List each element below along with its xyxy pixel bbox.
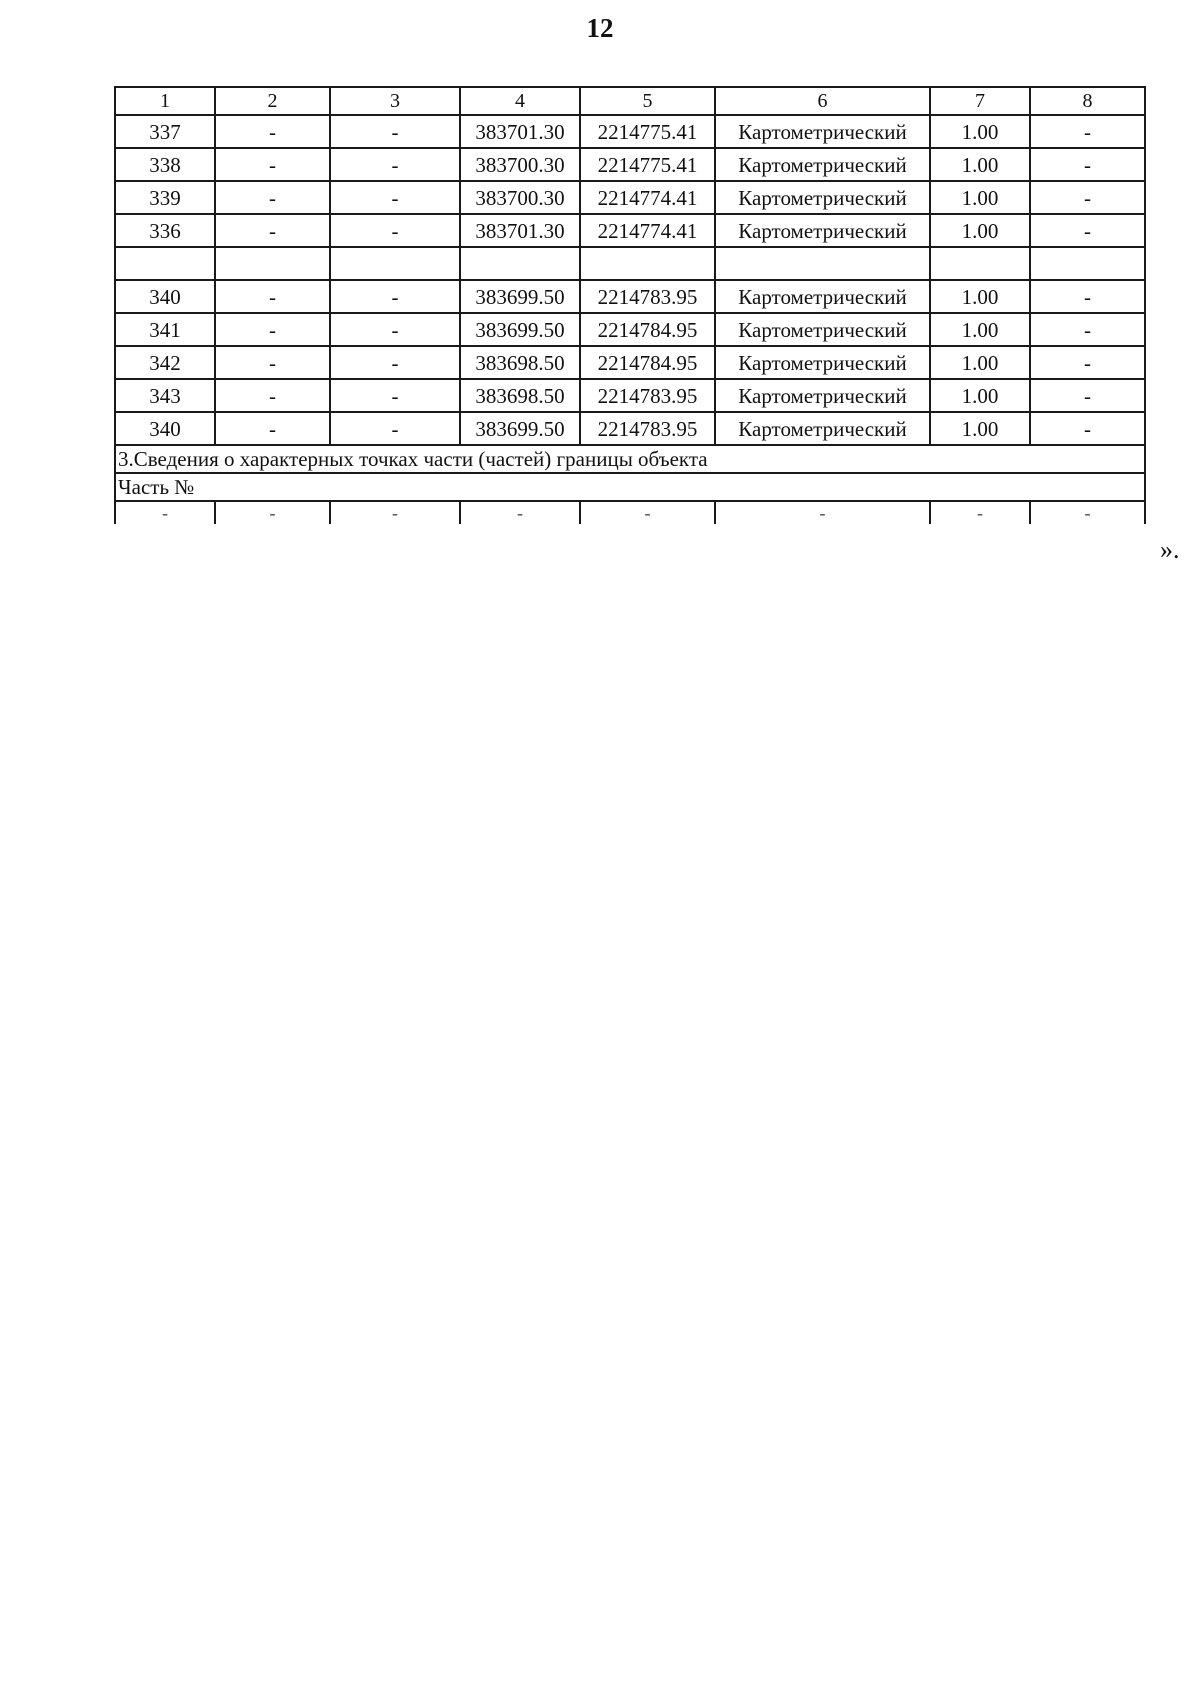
table-cell: - xyxy=(215,501,330,524)
table-cell: 383699.50 xyxy=(460,280,580,313)
table-row xyxy=(115,181,1145,214)
table-cell: - xyxy=(460,501,580,524)
table-cell: - xyxy=(215,313,330,346)
table-row xyxy=(115,313,1145,346)
table-cell: - xyxy=(215,115,330,148)
section-title: 3.Сведения о характерных точках части (частей) границы объекта xyxy=(115,445,1145,473)
table-cell: 1.00 xyxy=(930,346,1030,379)
table-cell: 383699.50 xyxy=(460,313,580,346)
table-separator-row xyxy=(115,247,1145,280)
table-cell: 1 xyxy=(115,87,215,115)
table-cell: - xyxy=(215,412,330,445)
table-cell: - xyxy=(1030,280,1145,313)
table-cell: - xyxy=(215,181,330,214)
table-cell: 6 xyxy=(715,87,930,115)
table-cell: 338 xyxy=(115,148,215,181)
table-cell: - xyxy=(215,280,330,313)
table-cell: 383700.30 xyxy=(460,181,580,214)
table-cell: 1.00 xyxy=(930,379,1030,412)
table-cell: Картометрический xyxy=(715,148,930,181)
table-cell: 4 xyxy=(460,87,580,115)
section-title-row xyxy=(115,445,1145,473)
table-cell-empty xyxy=(330,247,460,280)
table-cell: 2214784.95 xyxy=(580,313,715,346)
table-cell: - xyxy=(1030,412,1145,445)
table-cell-empty xyxy=(115,247,215,280)
table-cell-empty xyxy=(930,247,1030,280)
table-cell: - xyxy=(715,501,930,524)
table-cell: 3 xyxy=(330,87,460,115)
table-cell: - xyxy=(215,379,330,412)
table-cell: Картометрический xyxy=(715,379,930,412)
table-cell: - xyxy=(330,280,460,313)
table-cell: 383698.50 xyxy=(460,379,580,412)
table-cell: - xyxy=(215,346,330,379)
table-cell-empty xyxy=(715,247,930,280)
table-cell: 1.00 xyxy=(930,115,1030,148)
coordinates-table xyxy=(114,86,1146,524)
part-label: Часть № xyxy=(115,473,1145,501)
table-cell: 383701.30 xyxy=(460,214,580,247)
table-cell: 340 xyxy=(115,412,215,445)
table-cell: - xyxy=(1030,181,1145,214)
table-cell: 2214783.95 xyxy=(580,379,715,412)
table-cell: - xyxy=(330,148,460,181)
table-cell: 2214774.41 xyxy=(580,214,715,247)
table-cell: Картометрический xyxy=(715,313,930,346)
table-cell: - xyxy=(330,214,460,247)
table-cell: 2214774.41 xyxy=(580,181,715,214)
table-cell-empty xyxy=(460,247,580,280)
table-cell: - xyxy=(330,115,460,148)
table-cell: - xyxy=(1030,313,1145,346)
table-row xyxy=(115,115,1145,148)
table-cell: 2 xyxy=(215,87,330,115)
table-cell: - xyxy=(330,501,460,524)
page-number: 12 xyxy=(586,13,614,43)
table-cell: - xyxy=(1030,115,1145,148)
table-cell: - xyxy=(115,501,215,524)
table-row xyxy=(115,379,1145,412)
table-row xyxy=(115,346,1145,379)
table-cell: - xyxy=(330,313,460,346)
table-row xyxy=(115,214,1145,247)
table-cell-empty xyxy=(1030,247,1145,280)
table-cell: 1.00 xyxy=(930,148,1030,181)
table-cell: 2214775.41 xyxy=(580,148,715,181)
table-cell: - xyxy=(330,412,460,445)
table-cell: 2214783.95 xyxy=(580,412,715,445)
table-cell: Картометрический xyxy=(715,181,930,214)
table-cell-empty xyxy=(580,247,715,280)
table-cell-empty xyxy=(215,247,330,280)
table-cell: - xyxy=(215,148,330,181)
table-cell: 1.00 xyxy=(930,181,1030,214)
table-cell: 342 xyxy=(115,346,215,379)
table-cell: 2214775.41 xyxy=(580,115,715,148)
table-cell: - xyxy=(330,346,460,379)
table-row-partial xyxy=(115,501,1145,524)
table-cell: Картометрический xyxy=(715,115,930,148)
table-cell: Картометрический xyxy=(715,214,930,247)
coordinates-table-container xyxy=(114,86,1146,524)
table-cell: 2214783.95 xyxy=(580,280,715,313)
table-row xyxy=(115,280,1145,313)
table-cell: 383698.50 xyxy=(460,346,580,379)
table-cell: 1.00 xyxy=(930,412,1030,445)
table-cell: 1.00 xyxy=(930,214,1030,247)
table-cell: - xyxy=(330,181,460,214)
table-cell: 5 xyxy=(580,87,715,115)
table-cell: 383699.50 xyxy=(460,412,580,445)
table-cell: 339 xyxy=(115,181,215,214)
table-cell: Картометрический xyxy=(715,346,930,379)
table-cell: Картометрический xyxy=(715,412,930,445)
table-cell: 343 xyxy=(115,379,215,412)
part-label-row xyxy=(115,473,1145,501)
table-cell: 383700.30 xyxy=(460,148,580,181)
table-cell: 340 xyxy=(115,280,215,313)
table-cell: 341 xyxy=(115,313,215,346)
table-header-row xyxy=(115,87,1145,115)
table-cell: - xyxy=(1030,148,1145,181)
closing-quote: ». xyxy=(1160,535,1180,564)
table-cell: 8 xyxy=(1030,87,1145,115)
table-cell: 1.00 xyxy=(930,313,1030,346)
table-cell: Картометрический xyxy=(715,280,930,313)
table-cell: 1.00 xyxy=(930,280,1030,313)
table-cell: 336 xyxy=(115,214,215,247)
table-cell: - xyxy=(330,379,460,412)
table-cell: - xyxy=(215,214,330,247)
table-cell: 383701.30 xyxy=(460,115,580,148)
table-cell: 337 xyxy=(115,115,215,148)
table-cell: - xyxy=(1030,214,1145,247)
table-row xyxy=(115,148,1145,181)
table-cell: - xyxy=(1030,346,1145,379)
table-cell: - xyxy=(930,501,1030,524)
table-row xyxy=(115,412,1145,445)
table-cell: - xyxy=(580,501,715,524)
table-cell: 7 xyxy=(930,87,1030,115)
table-cell: - xyxy=(1030,379,1145,412)
table-cell: - xyxy=(1030,501,1145,524)
table-cell: 2214784.95 xyxy=(580,346,715,379)
